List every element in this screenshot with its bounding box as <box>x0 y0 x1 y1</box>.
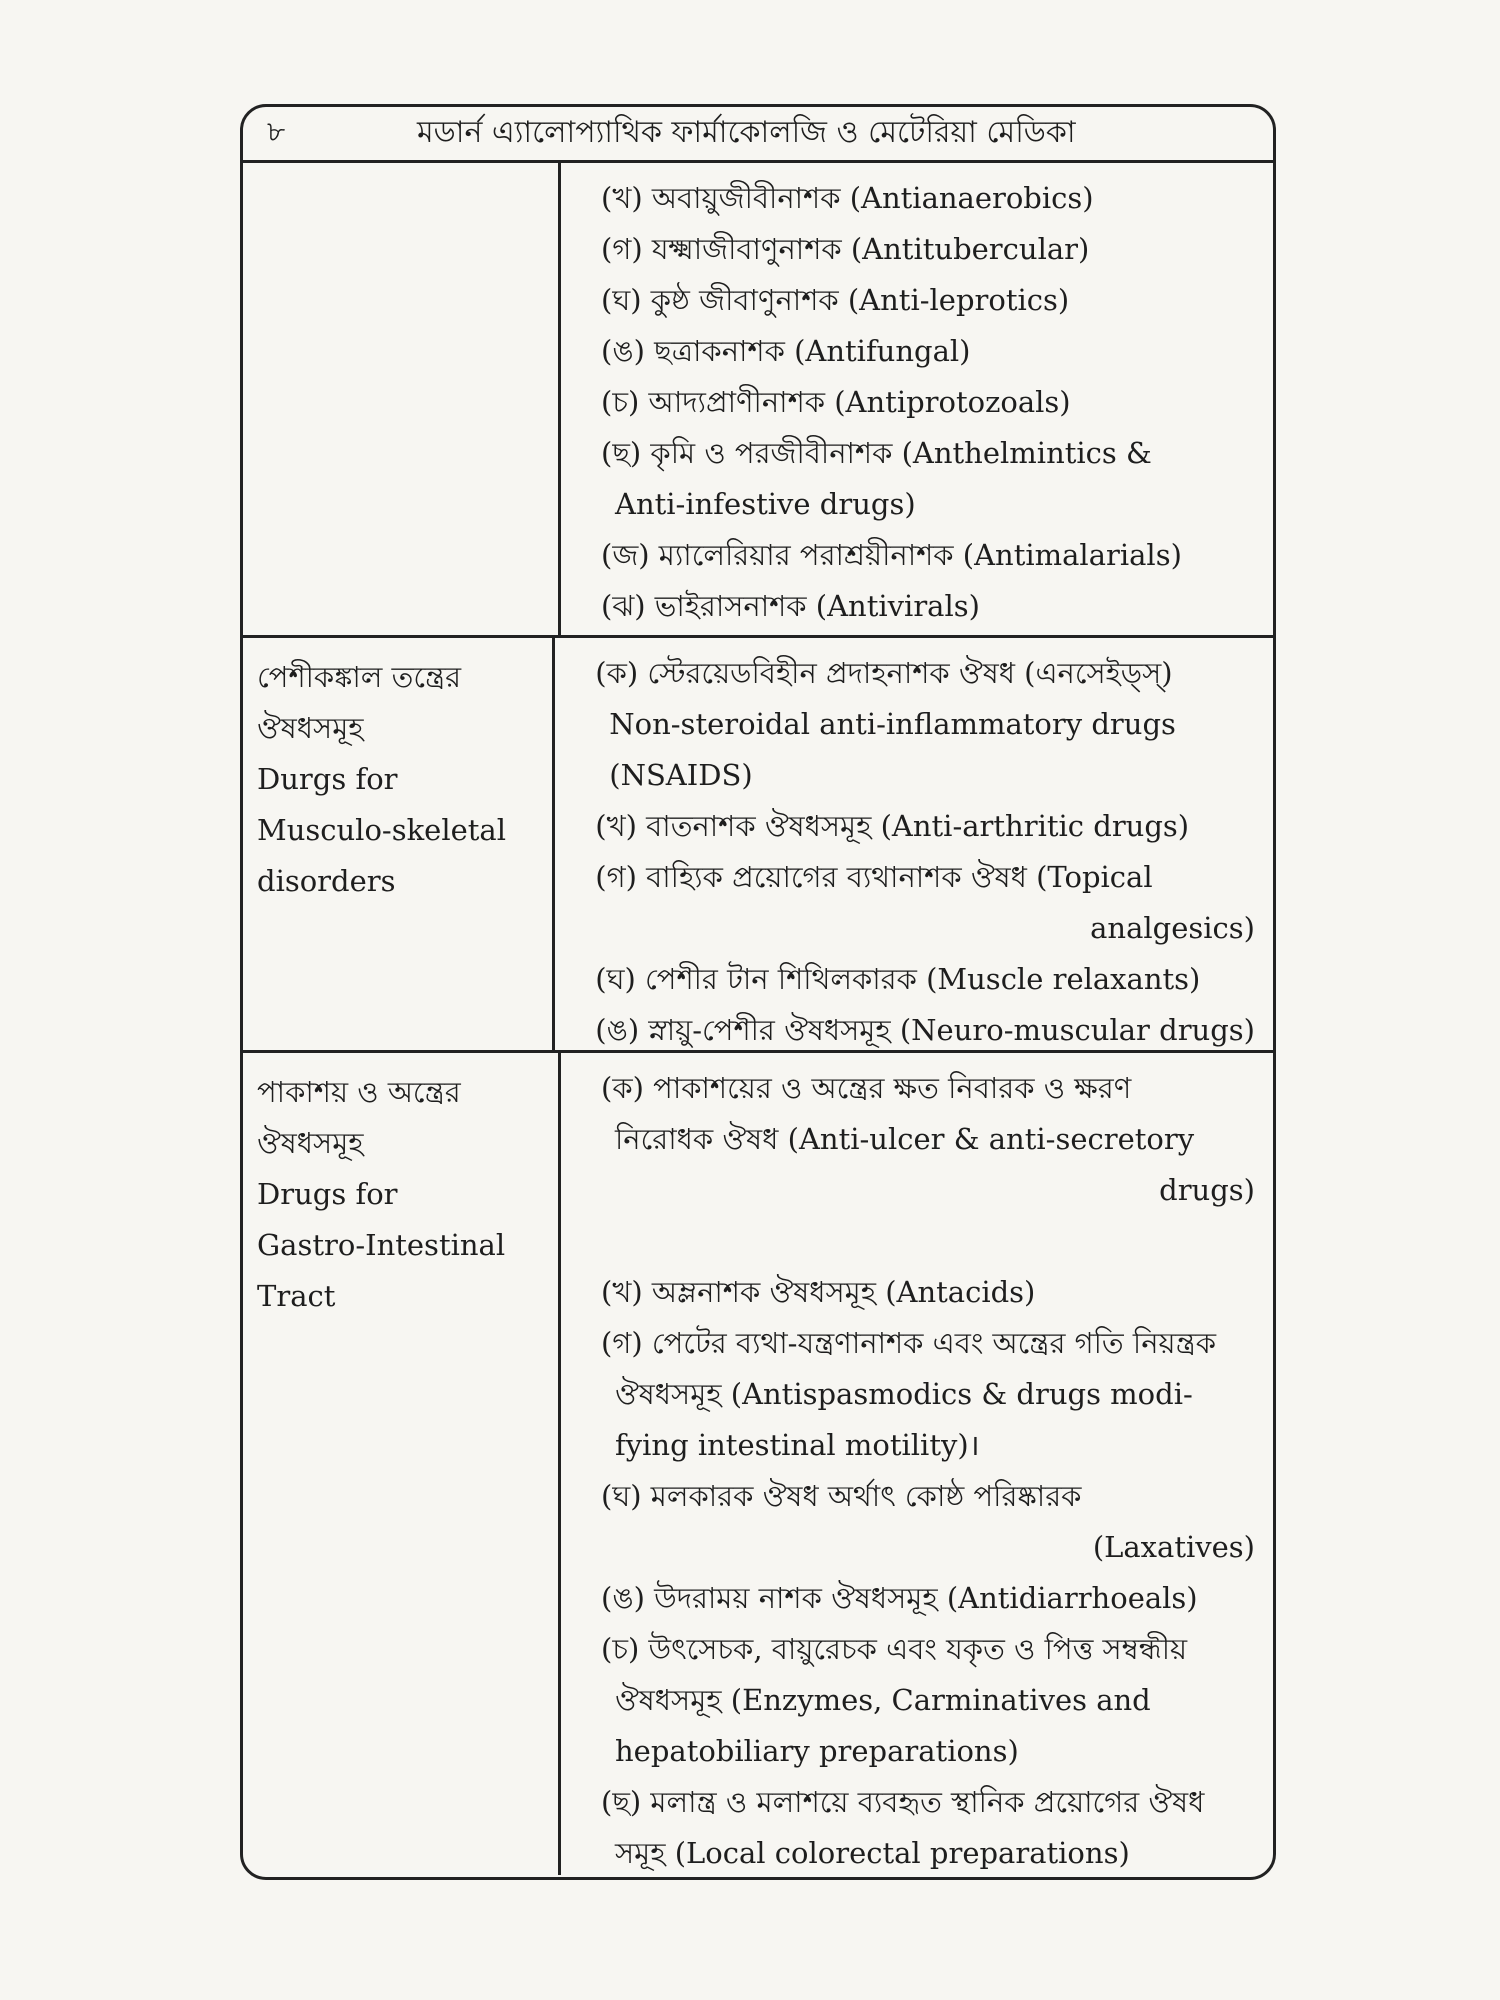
category-label: Durgs for <box>257 762 398 796</box>
list-item: Anti-infestive drugs) <box>615 487 916 521</box>
list-item: (ঘ) মলকারক ঔষধ অর্থাৎ কোষ্ঠ পরিষ্কারক <box>601 1479 1082 1513</box>
list-item: (গ) পেটের ব্যথা-যন্ত্রণানাশক এবং অন্ত্রের গতি নিয়ন্ত্রক <box>601 1326 1217 1360</box>
category-cell <box>243 638 555 1050</box>
category-label: Musculo-skeletal <box>257 813 506 847</box>
list-item: (গ) বাহ্যিক প্রয়োগের ব্যথানাশক ঔষধ (Topical <box>595 860 1153 894</box>
category-cell <box>243 163 561 635</box>
drug-list-cell <box>561 1053 1273 1875</box>
list-item: (ঙ) স্নায়ু-পেশীর ঔষধসমূহ (Neuro-muscular drugs) <box>595 1013 1255 1047</box>
category-label: Tract <box>257 1279 336 1313</box>
list-item: (খ) বাতনাশক ঔষধসমূহ (Anti-arthritic drugs) <box>595 809 1190 843</box>
category-label: Gastro-Intestinal <box>257 1228 506 1262</box>
list-item: (ঘ) পেশীর টান শিথিলকারক (Muscle relaxants) <box>595 962 1201 996</box>
list-item: drugs) <box>1159 1173 1255 1207</box>
table-row <box>243 638 1273 1053</box>
list-item: (চ) আদ্যপ্রাণীনাশক (Antiprotozoals) <box>601 385 1071 419</box>
list-item: সমূহ (Local colorectal preparations) <box>615 1836 1130 1870</box>
list-item: (চ) উৎসেচক, বায়ুরেচক এবং যকৃত ও পিত্ত সম্বন্ধীয় <box>601 1632 1188 1666</box>
list-item: (খ) অম্লনাশক ঔষধসমূহ (Antacids) <box>601 1275 1036 1309</box>
list-item: ঔষধসমূহ (Enzymes, Carminatives and <box>615 1683 1151 1717</box>
list-item: (গ) যক্ষ্মাজীবাণুনাশক (Antitubercular) <box>601 232 1090 266</box>
list-item: hepatobiliary preparations) <box>615 1734 1019 1768</box>
list-item: (ঘ) কুষ্ঠ জীবাণুনাশক (Anti-leprotics) <box>601 283 1070 317</box>
category-cell <box>243 1053 561 1875</box>
list-item: Non-steroidal anti-inflammatory drugs <box>609 707 1176 741</box>
list-item: (ক) স্টেরয়েডবিহীন প্রদাহনাশক ঔষধ (এনসেইড্স্) <box>595 656 1173 690</box>
category-label: ঔষধসমূহ <box>257 1126 364 1160</box>
table-row <box>243 1053 1273 1875</box>
list-item: নিরোধক ঔষধ (Anti-ulcer & anti-secretory <box>615 1122 1195 1156</box>
list-item: (ছ) কৃমি ও পরজীবীনাশক (Anthelmintics & <box>601 436 1152 470</box>
list-item: (জ) ম্যালেরিয়ার পরাশ্রয়ীনাশক (Antimalarials) <box>601 538 1182 572</box>
list-item: fying intestinal motility)। <box>615 1428 980 1462</box>
drug-list-cell <box>561 163 1273 635</box>
list-item: (ঝ) ভাইরাসনাশক (Antivirals) <box>601 589 980 623</box>
page-number: ৮ <box>267 115 286 148</box>
category-label: Drugs for <box>257 1177 398 1211</box>
list-item: (Laxatives) <box>1092 1530 1255 1564</box>
list-item: (ক) পাকাশয়ের ও অন্ত্রের ক্ষত নিবারক ও ক্ষরণ <box>601 1071 1132 1105</box>
table-row <box>243 163 1273 638</box>
category-label: পেশীকঙ্কাল তন্ত্রের <box>257 660 462 694</box>
list-item: (ছ) মলান্ত্র ও মলাশয়ে ব্যবহৃত স্থানিক প্রয়োগের ঔষধ <box>601 1785 1205 1819</box>
list-item: (খ) অবায়ুজীবীনাশক (Antianaerobics) <box>601 181 1094 215</box>
drug-list-cell <box>555 638 1273 1050</box>
page-header <box>243 107 1273 163</box>
list-item: (NSAIDS) <box>609 758 753 792</box>
page-frame <box>240 104 1276 1880</box>
category-label: disorders <box>257 864 396 898</box>
list-item: analgesics) <box>1090 911 1255 945</box>
category-label: ঔষধসমূহ <box>257 711 364 745</box>
list-item: (ঙ) ছত্রাকনাশক (Antifungal) <box>601 334 971 368</box>
list-item: ঔষধসমূহ (Antispasmodics & drugs modi- <box>615 1377 1193 1411</box>
spacer <box>601 1216 1255 1267</box>
list-item: (ঙ) উদরাময় নাশক ঔষধসমূহ (Antidiarrhoeals) <box>601 1581 1198 1615</box>
category-label: পাকাশয় ও অন্ত্রের <box>257 1075 461 1109</box>
book-title: মডার্ন এ্যালোপ্যাথিক ফার্মাকোলজি ও মেটেরিয়া মেডিকা <box>417 115 1076 150</box>
